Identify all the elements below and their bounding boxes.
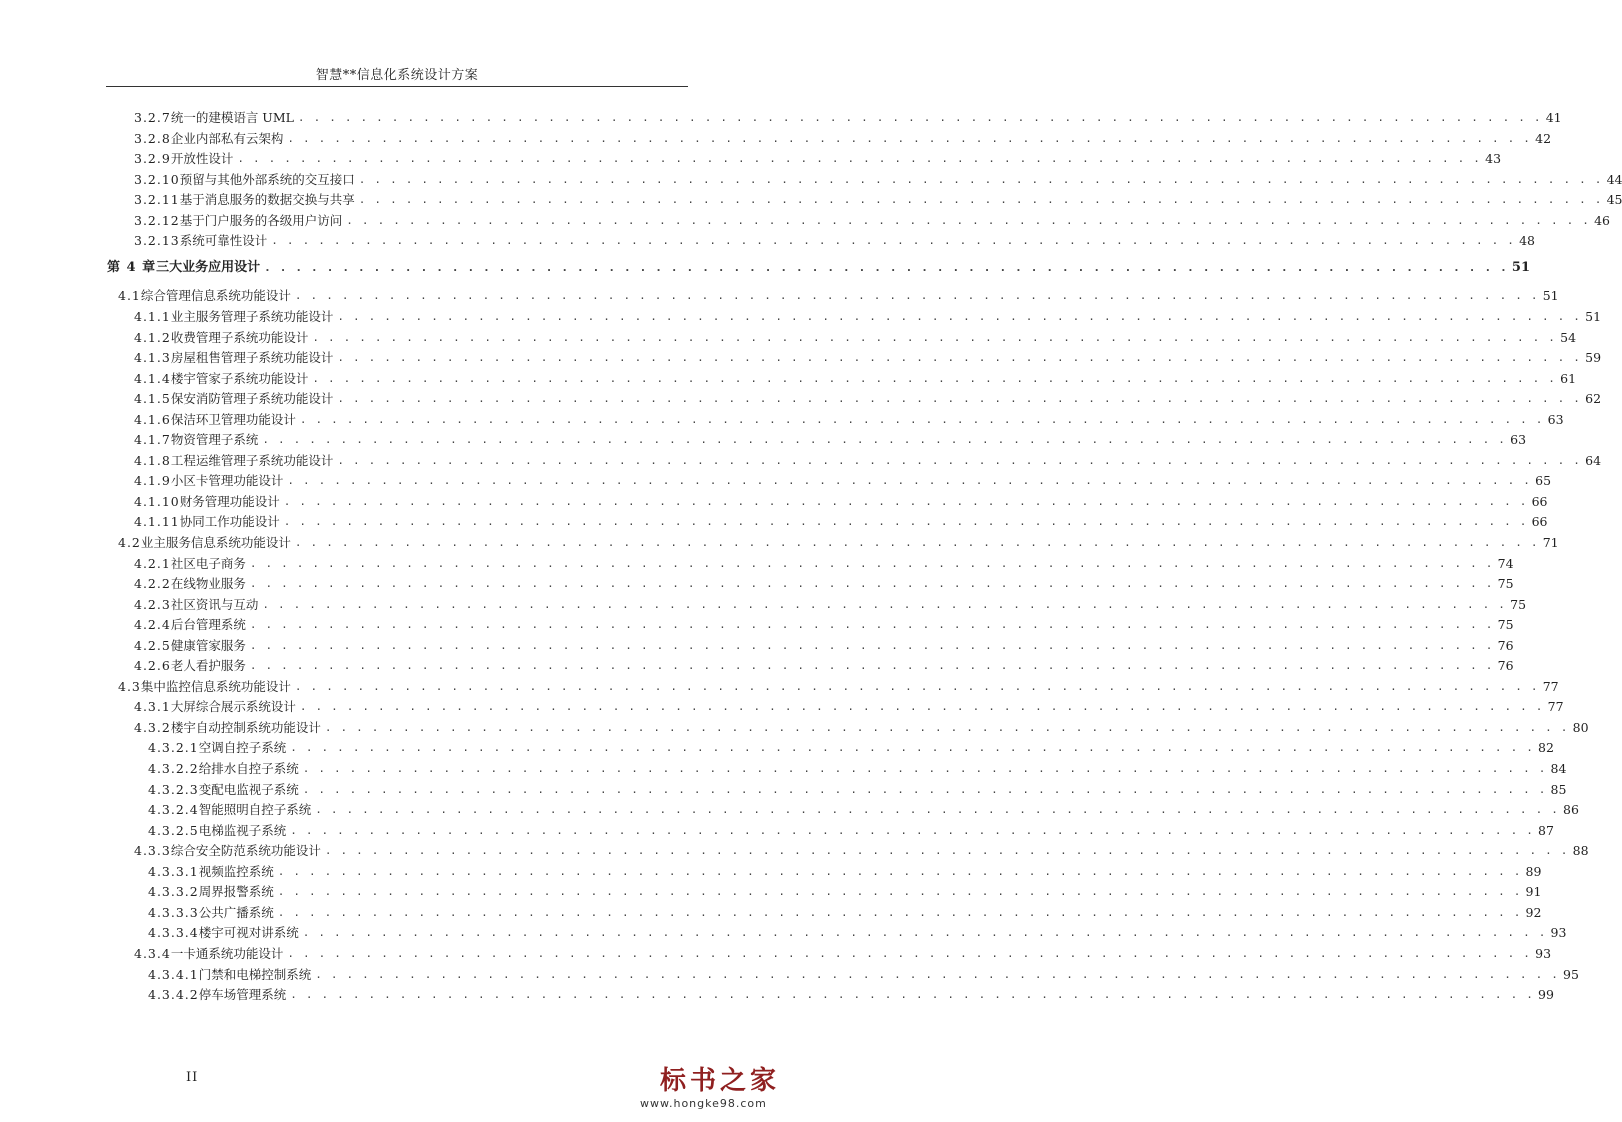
toc-leader-dots: . . . . . . . . . . . . . . . . . . . . . . . . . . . . . . . . . . . . . . . . . . . . . . . . . . . . . . . . . . . . . . . . . . . . . . . . . . . . . . . . <box>358 193 1603 206</box>
toc-entry[interactable] <box>134 211 1610 229</box>
toc-entry[interactable] <box>134 841 1589 859</box>
logo-url: www.hongke98.com <box>640 1097 767 1110</box>
toc-entry-number: 4.3.2.4 <box>148 802 199 817</box>
toc-entry-page: 89 <box>1525 864 1542 879</box>
toc-entry-page: 77 <box>1547 699 1564 714</box>
toc-entry[interactable] <box>134 451 1602 469</box>
toc-entry-title: 基于门户服务的各级用户访问 <box>179 213 343 228</box>
toc-entry-page: 51 <box>1542 288 1559 303</box>
toc-leader-dots: . . . . . . . . . . . . . . . . . . . . . . . . . . . . . . . . . . . . . . . . . . . . . . . . . . . . . . . . . . . . . . . . . . . . . . . . . . . . . . . . <box>249 577 1494 590</box>
toc-entry[interactable] <box>134 595 1527 613</box>
toc-entry-number: 4.3.4.1 <box>148 967 199 982</box>
toc-entry-page: 95 <box>1563 967 1579 982</box>
toc-entry-page: 63 <box>1547 412 1564 427</box>
toc-entry[interactable] <box>134 190 1622 208</box>
toc-entry-page: 86 <box>1563 802 1579 817</box>
toc-entry-number: 4.2.3 <box>134 597 171 612</box>
toc-entry-number: 4.2.4 <box>134 617 171 632</box>
toc-entry[interactable] <box>134 348 1602 366</box>
toc-leader-dots: . . . . . . . . . . . . . . . . . . . . . . . . . . . . . . . . . . . . . . . . . . . . . . . . . . . . . . . . . . . . . . . . . . . . . . . . . . . . . . . . <box>283 515 1528 528</box>
toc-entry[interactable] <box>134 129 1552 147</box>
toc-entry[interactable] <box>148 965 1579 983</box>
toc-leader-dots: . . . . . . . . . . . . . . . . . . . . . . . . . . . . . . . . . . . . . . . . . . . . . . . . . . . . . . . . . . . . . . . . . . . . . . . . . . . . . . . . <box>358 173 1603 186</box>
toc-entry[interactable] <box>134 492 1548 510</box>
toc-leader-dots: . . . . . . . . . . . . . . . . . . . . . . . . . . . . . . . . . . . . . . . . . . . . . . . . . . . . . . . . . . . . . . . . . . . . . . . . . . . . . . . . <box>287 474 1532 487</box>
toc-entry-number: 4.3.2.5 <box>148 823 199 838</box>
toc-entry[interactable] <box>134 170 1622 188</box>
toc-entry-title: 业主服务管理子系统功能设计 <box>170 309 334 324</box>
toc-entry-page: 43 <box>1485 151 1502 166</box>
toc-entry[interactable] <box>134 512 1548 530</box>
toc-entry-number: 4.3.2.2 <box>148 761 199 776</box>
toc-entry-number: 第 4 章 <box>107 260 157 275</box>
toc-entry-title: 社区资讯与互动 <box>170 597 259 612</box>
toc-entry-title: 健康管家服务 <box>170 638 246 653</box>
toc-entry-page: 87 <box>1538 823 1554 838</box>
toc-entry[interactable] <box>148 738 1554 756</box>
toc-entry-number: 4.1.4 <box>134 371 171 386</box>
toc-entry-page: 44 <box>1606 172 1622 187</box>
toc-entry-title: 预留与其他外部系统的交互接口 <box>179 172 355 187</box>
toc-entry-page: 85 <box>1550 782 1567 797</box>
toc-entry-title: 基于消息服务的数据交换与共享 <box>179 192 355 207</box>
toc-entry-page: 71 <box>1542 535 1559 550</box>
toc-entry-title: 统一的建模语言 UML <box>170 110 294 125</box>
toc-entry[interactable] <box>134 718 1589 736</box>
toc-entry[interactable] <box>134 410 1564 428</box>
toc-entry-number: 4.3.1 <box>134 699 171 714</box>
toc-entry-title: 公共广播系统 <box>198 905 274 920</box>
toc-leader-dots: . . . . . . . . . . . . . . . . . . . . . . . . . . . . . . . . . . . . . . . . . . . . . . . . . . . . . . . . . . . . . . . . . . . . . . . . . . . . . . . . <box>297 111 1542 124</box>
toc-entry[interactable] <box>148 882 1542 900</box>
toc-leader-dots: . . . . . . . . . . . . . . . . . . . . . . . . . . . . . . . . . . . . . . . . . . . . . . . . . . . . . . . . . . . . . . . . . . . . . . . . . . . . . . . . <box>249 557 1494 570</box>
toc-entry-page: 88 <box>1572 843 1589 858</box>
toc-entry-page: 75 <box>1497 576 1514 591</box>
toc-entry[interactable] <box>148 862 1542 880</box>
toc-entry-number: 3.2.8 <box>134 131 171 146</box>
toc-entry-number: 4.1.3 <box>134 350 171 365</box>
toc-leader-dots: . . . . . . . . . . . . . . . . . . . . . . . . . . . . . . . . . . . . . . . . . . . . . . . . . . . . . . . . . . . . . . . . . . . . . . . . . . . . . . . . <box>290 741 1535 754</box>
toc-entry-page: 82 <box>1538 740 1554 755</box>
toc-entry-title: 在线物业服务 <box>170 576 246 591</box>
toc-entry-title: 智能照明自控子系统 <box>198 802 312 817</box>
toc-entry-page: 64 <box>1585 453 1602 468</box>
toc-entry[interactable] <box>134 231 1535 249</box>
toc-entry-title: 视频监控系统 <box>198 864 274 879</box>
toc-entry[interactable] <box>134 389 1602 407</box>
toc-entry-number: 4.3.3 <box>134 843 171 858</box>
toc-entry-title: 业主服务信息系统功能设计 <box>140 535 291 550</box>
toc-entry-number: 4.1 <box>118 288 141 303</box>
toc-leader-dots: . . . . . . . . . . . . . . . . . . . . . . . . . . . . . . . . . . . . . . . . . . . . . . . . . . . . . . . . . . . . . . . . . . . . . . . . . . . . . . . . <box>283 495 1528 508</box>
toc-entry-page: 45 <box>1606 192 1622 207</box>
toc-entry-title: 财务管理功能设计 <box>179 494 280 509</box>
toc-entry-title: 停车场管理系统 <box>198 987 287 1002</box>
toc-entry[interactable] <box>148 800 1579 818</box>
toc-leader-dots: . . . . . . . . . . . . . . . . . . . . . . . . . . . . . . . . . . . . . . . . . . . . . . . . . . . . . . . . . . . . . . . . . . . . . . . . . . . . . . . . <box>337 310 1582 323</box>
header-rule <box>106 86 688 87</box>
watermark-logo <box>640 1060 780 1112</box>
page-header-title: 智慧**信息化系统设计方案 <box>315 68 479 83</box>
toc-entry[interactable] <box>134 944 1552 962</box>
toc-entry-title: 保洁环卫管理功能设计 <box>170 412 296 427</box>
toc-leader-dots: . . . . . . . . . . . . . . . . . . . . . . . . . . . . . . . . . . . . . . . . . . . . . . . . . . . . . . . . . . . . . . . . . . . . . . . . . . . . . . . . <box>249 618 1494 631</box>
logo-name: 标书之家 <box>660 1066 781 1096</box>
page-number: II <box>186 1070 199 1085</box>
toc-entry-number: 4.3.3.2 <box>148 884 199 899</box>
toc-entry-title: 社区电子商务 <box>170 556 246 571</box>
toc-entry-number: 4.3.2 <box>134 720 171 735</box>
toc-entry-title: 一卡通系统功能设计 <box>170 946 284 961</box>
toc-entry-title: 给排水自控子系统 <box>198 761 299 776</box>
toc-entry-number: 4.2.6 <box>134 658 171 673</box>
toc-entry-page: 93 <box>1550 925 1567 940</box>
toc-leader-dots: . . . . . . . . . . . . . . . . . . . . . . . . . . . . . . . . . . . . . . . . . . . . . . . . . . . . . . . . . . . . . . . . . . . . . . . . . . . . . . . . <box>302 926 1547 939</box>
toc-leader-dots: . . . . . . . . . . . . . . . . . . . . . . . . . . . . . . . . . . . . . . . . . . . . . . . . . . . . . . . . . . . . . . . . . . . . . . . . . . . . . . . . <box>287 132 1532 145</box>
toc-entry-number: 4.2.1 <box>134 556 171 571</box>
toc-entry-number: 3.2.10 <box>134 172 180 187</box>
toc-entry-page: 46 <box>1594 213 1610 228</box>
toc-leader-dots: . . . . . . . . . . . . . . . . . . . . . . . . . . . . . . . . . . . . . . . . . . . . . . . . . . . . . . . . . . . . . . . . . . . . . . . . . . . . . . . . <box>337 392 1582 405</box>
toc-entry[interactable] <box>148 903 1542 921</box>
toc-entry-number: 4.1.2 <box>134 330 171 345</box>
toc-entry[interactable] <box>118 533 1559 551</box>
toc-entry-number: 4.3.4.2 <box>148 987 199 1002</box>
toc-entry-number: 4.1.1 <box>134 309 171 324</box>
toc-entry-number: 4.2.5 <box>134 638 171 653</box>
toc-leader-dots: . . . . . . . . . . . . . . . . . . . . . . . . . . . . . . . . . . . . . . . . . . . . . . . . . . . . . . . . . . . . . . . . . . . . . . . . . . . . . . . . <box>337 454 1582 467</box>
toc-entry-page: 41 <box>1545 110 1562 125</box>
toc-entry-number: 4.3.2.3 <box>148 782 199 797</box>
toc-entry-page: 91 <box>1525 884 1542 899</box>
toc-leader-dots: . . . . . . . . . . . . . . . . . . . . . . . . . . . . . . . . . . . . . . . . . . . . . . . . . . . . . . . . . . . . . . . . . . . . . . . . . . . . . . . . <box>346 214 1591 227</box>
toc-entry-number: 4.3 <box>118 679 141 694</box>
toc-entry-number: 3.2.11 <box>134 192 180 207</box>
toc-entry[interactable] <box>134 328 1577 346</box>
toc-entry-title: 门禁和电梯控制系统 <box>198 967 312 982</box>
toc-entry-page: 61 <box>1560 371 1577 386</box>
toc-leader-dots: . . . . . . . . . . . . . . . . . . . . . . . . . . . . . . . . . . . . . . . . . . . . . . . . . . . . . . . . . . . . . . . . . . . . . . . . . . . . . . . . <box>324 844 1569 857</box>
toc-entry[interactable] <box>118 286 1559 304</box>
toc-entry-page: 93 <box>1535 946 1552 961</box>
toc-entry-title: 综合管理信息系统功能设计 <box>140 288 291 303</box>
toc-entry-title: 后台管理系统 <box>170 617 246 632</box>
toc-leader-dots: . . . . . . . . . . . . . . . . . . . . . . . . . . . . . . . . . . . . . . . . . . . . . . . . . . . . . . . . . . . . . . . . . . . . . . . . . . . . . . . . <box>277 885 1522 898</box>
toc-entry-title: 物资管理子系统 <box>170 432 259 447</box>
toc-entry-title: 变配电监视子系统 <box>198 782 299 797</box>
toc-entry-title: 保安消防管理子系统功能设计 <box>170 391 334 406</box>
toc-leader-dots: . . . . . . . . . . . . . . . . . . . . . . . . . . . . . . . . . . . . . . . . . . . . . . . . . . . . . . . . . . . . . . . . . . . . . . . . . . . . . . . . <box>294 289 1539 302</box>
toc-leader-dots: . . . . . . . . . . . . . . . . . . . . . . . . . . . . . . . . . . . . . . . . . . . . . . . . . . . . . . . . . . . . . . . . . . . . . . . . . . . . . . . . <box>302 783 1547 796</box>
toc-entry[interactable] <box>148 821 1554 839</box>
toc-entry-page: 76 <box>1497 658 1514 673</box>
toc-entry-number: 4.1.8 <box>134 453 171 468</box>
toc-entry[interactable] <box>118 677 1559 695</box>
toc-entry-page: 77 <box>1542 679 1559 694</box>
toc-entry-number: 4.3.3.3 <box>148 905 199 920</box>
toc-entry-number: 3.2.12 <box>134 213 180 228</box>
toc-entry-number: 4.3.3.1 <box>148 864 199 879</box>
toc-entry-title: 三大业务应用设计 <box>156 260 261 275</box>
toc-leader-dots: . . . . . . . . . . . . . . . . . . . . . . . . . . . . . . . . . . . . . . . . . . . . . . . . . . . . . . . . . . . . . . . . . . . . . . . . . . . . . . . . <box>337 351 1582 364</box>
toc-leader-dots: . . . . . . . . . . . . . . . . . . . . . . . . . . . . . . . . . . . . . . . . . . . . . . . . . . . . . . . . . . . . . . . . . . . . . . . . . . . . . . . . <box>294 680 1539 693</box>
toc-entry-number: 4.1.11 <box>134 514 180 529</box>
toc-entry-title: 协同工作功能设计 <box>179 514 280 529</box>
toc-entry-number: 4.1.10 <box>134 494 180 509</box>
toc-entry-page: 66 <box>1531 494 1548 509</box>
toc-leader-dots: . . . . . . . . . . . . . . . . . . . . . . . . . . . . . . . . . . . . . . . . . . . . . . . . . . . . . . . . . . . . . . . . . . . . . . . . . . . . . . . . <box>294 536 1539 549</box>
toc-entry-page: 75 <box>1510 597 1527 612</box>
toc-entry[interactable] <box>148 780 1567 798</box>
toc-entry[interactable] <box>134 108 1562 126</box>
toc-entry-title: 收费管理子系统功能设计 <box>170 330 309 345</box>
toc-leader-dots: . . . . . . . . . . . . . . . . . . . . . . . . . . . . . . . . . . . . . . . . . . . . . . . . . . . . . . . . . . . . . . . . . . . . . . . . . . . . . . . . <box>287 947 1532 960</box>
toc-leader-dots: . . . . . . . . . . . . . . . . . . . . . . . . . . . . . . . . . . . . . . . . . . . . . . . . . . . . . . . . . . . . . . . . . . . . . . . . . . . . . . . . <box>262 598 1507 611</box>
toc-entry[interactable] <box>134 574 1514 592</box>
toc-entry-number: 4.1.5 <box>134 391 171 406</box>
toc-leader-dots: . . . . . . . . . . . . . . . . . . . . . . . . . . . . . . . . . . . . . . . . . . . . . . . . . . . . . . . . . . . . . . . . . . . . . . . . . . . . . . . . <box>249 639 1494 652</box>
toc-leader-dots: . . . . . . . . . . . . . . . . . . . . . . . . . . . . . . . . . . . . . . . . . . . . . . . . . . . . . . . . . . . . . . . . . . . . . . . . . . . . . . . . <box>264 261 1508 274</box>
toc-entry-title: 空调自控子系统 <box>198 740 287 755</box>
toc-entry[interactable] <box>134 615 1514 633</box>
toc-entry-page: 51 <box>1511 260 1531 275</box>
toc-entry-page: 84 <box>1550 761 1567 776</box>
toc-entry[interactable] <box>148 985 1554 1003</box>
toc-entry-page: 75 <box>1497 617 1514 632</box>
toc-entry-number: 4.2.2 <box>134 576 171 591</box>
toc-leader-dots: . . . . . . . . . . . . . . . . . . . . . . . . . . . . . . . . . . . . . . . . . . . . . . . . . . . . . . . . . . . . . . . . . . . . . . . . . . . . . . . . <box>290 824 1535 837</box>
toc-entry-number: 4.3.3.4 <box>148 925 199 940</box>
toc-entry-title: 电梯监视子系统 <box>198 823 287 838</box>
toc-entry-page: 74 <box>1497 556 1514 571</box>
toc-entry-title: 系统可靠性设计 <box>179 233 268 248</box>
toc-entry[interactable] <box>107 258 1531 276</box>
toc-entry-title: 工程运维管理子系统功能设计 <box>170 453 334 468</box>
toc-entry[interactable] <box>134 149 1502 167</box>
toc-leader-dots: . . . . . . . . . . . . . . . . . . . . . . . . . . . . . . . . . . . . . . . . . . . . . . . . . . . . . . . . . . . . . . . . . . . . . . . . . . . . . . . . <box>324 721 1569 734</box>
toc-entry-title: 房屋租售管理子系统功能设计 <box>170 350 334 365</box>
toc-entry-page: 62 <box>1585 391 1602 406</box>
toc-leader-dots: . . . . . . . . . . . . . . . . . . . . . . . . . . . . . . . . . . . . . . . . . . . . . . . . . . . . . . . . . . . . . . . . . . . . . . . . . . . . . . . . <box>237 152 1482 165</box>
toc-entry[interactable] <box>134 307 1602 325</box>
toc-entry-number: 4.1.9 <box>134 473 171 488</box>
toc-leader-dots: . . . . . . . . . . . . . . . . . . . . . . . . . . . . . . . . . . . . . . . . . . . . . . . . . . . . . . . . . . . . . . . . . . . . . . . . . . . . . . . . <box>271 234 1516 247</box>
toc-entry-title: 老人看护服务 <box>170 658 246 673</box>
toc-leader-dots: . . . . . . . . . . . . . . . . . . . . . . . . . . . . . . . . . . . . . . . . . . . . . . . . . . . . . . . . . . . . . . . . . . . . . . . . . . . . . . . . <box>302 762 1547 775</box>
toc-entry[interactable] <box>134 430 1527 448</box>
toc-leader-dots: . . . . . . . . . . . . . . . . . . . . . . . . . . . . . . . . . . . . . . . . . . . . . . . . . . . . . . . . . . . . . . . . . . . . . . . . . . . . . . . . <box>315 803 1560 816</box>
toc-entry-number: 3.2.13 <box>134 233 180 248</box>
toc-leader-dots: . . . . . . . . . . . . . . . . . . . . . . . . . . . . . . . . . . . . . . . . . . . . . . . . . . . . . . . . . . . . . . . . . . . . . . . . . . . . . . . . <box>262 433 1507 446</box>
toc-entry-title: 企业内部私有云架构 <box>170 131 284 146</box>
toc-entry-title: 开放性设计 <box>170 151 234 166</box>
toc-entry-page: 51 <box>1585 309 1602 324</box>
toc-entry-title: 集中监控信息系统功能设计 <box>140 679 291 694</box>
toc-entry-title: 楼宇自动控制系统功能设计 <box>170 720 321 735</box>
toc-entry-number: 4.1.6 <box>134 412 171 427</box>
toc-entry-title: 楼宇管家子系统功能设计 <box>170 371 309 386</box>
toc-leader-dots: . . . . . . . . . . . . . . . . . . . . . . . . . . . . . . . . . . . . . . . . . . . . . . . . . . . . . . . . . . . . . . . . . . . . . . . . . . . . . . . . <box>299 413 1544 426</box>
toc-leader-dots: . . . . . . . . . . . . . . . . . . . . . . . . . . . . . . . . . . . . . . . . . . . . . . . . . . . . . . . . . . . . . . . . . . . . . . . . . . . . . . . . <box>312 331 1557 344</box>
toc-entry-number: 4.3.2.1 <box>148 740 199 755</box>
toc-entry-page: 76 <box>1497 638 1514 653</box>
toc-entry-page: 59 <box>1585 350 1602 365</box>
toc-entry-number: 3.2.7 <box>134 110 171 125</box>
toc-entry-page: 48 <box>1519 233 1535 248</box>
toc-entry-page: 99 <box>1538 987 1554 1002</box>
toc-leader-dots: . . . . . . . . . . . . . . . . . . . . . . . . . . . . . . . . . . . . . . . . . . . . . . . . . . . . . . . . . . . . . . . . . . . . . . . . . . . . . . . . <box>312 372 1557 385</box>
toc-entry-page: 65 <box>1535 473 1552 488</box>
toc-entry-page: 42 <box>1535 131 1552 146</box>
toc-leader-dots: . . . . . . . . . . . . . . . . . . . . . . . . . . . . . . . . . . . . . . . . . . . . . . . . . . . . . . . . . . . . . . . . . . . . . . . . . . . . . . . . <box>290 988 1535 1001</box>
toc-entry-number: 4.3.4 <box>134 946 171 961</box>
toc-entry[interactable] <box>148 759 1567 777</box>
toc-entry[interactable] <box>134 554 1514 572</box>
toc-entry[interactable] <box>134 636 1514 654</box>
toc-entry-page: 92 <box>1525 905 1542 920</box>
toc-entry-title: 小区卡管理功能设计 <box>170 473 284 488</box>
toc-entry-page: 63 <box>1510 432 1527 447</box>
toc-entry-title: 综合安全防范系统功能设计 <box>170 843 321 858</box>
toc-entry[interactable] <box>134 697 1564 715</box>
toc-leader-dots: . . . . . . . . . . . . . . . . . . . . . . . . . . . . . . . . . . . . . . . . . . . . . . . . . . . . . . . . . . . . . . . . . . . . . . . . . . . . . . . . <box>249 659 1494 672</box>
toc-entry-title: 大屏综合展示系统设计 <box>170 699 296 714</box>
toc-leader-dots: . . . . . . . . . . . . . . . . . . . . . . . . . . . . . . . . . . . . . . . . . . . . . . . . . . . . . . . . . . . . . . . . . . . . . . . . . . . . . . . . <box>299 700 1544 713</box>
toc-entry-page: 54 <box>1560 330 1577 345</box>
toc-entry[interactable] <box>148 923 1567 941</box>
toc-entry[interactable] <box>134 656 1514 674</box>
toc-leader-dots: . . . . . . . . . . . . . . . . . . . . . . . . . . . . . . . . . . . . . . . . . . . . . . . . . . . . . . . . . . . . . . . . . . . . . . . . . . . . . . . . <box>315 968 1560 981</box>
toc-entry[interactable] <box>134 471 1552 489</box>
toc-leader-dots: . . . . . . . . . . . . . . . . . . . . . . . . . . . . . . . . . . . . . . . . . . . . . . . . . . . . . . . . . . . . . . . . . . . . . . . . . . . . . . . . <box>277 906 1522 919</box>
toc-entry-title: 楼宇可视对讲系统 <box>198 925 299 940</box>
toc-entry-page: 80 <box>1572 720 1589 735</box>
toc-entry-number: 4.1.7 <box>134 432 171 447</box>
toc-leader-dots: . . . . . . . . . . . . . . . . . . . . . . . . . . . . . . . . . . . . . . . . . . . . . . . . . . . . . . . . . . . . . . . . . . . . . . . . . . . . . . . . <box>277 865 1522 878</box>
toc-entry-number: 4.2 <box>118 535 141 550</box>
toc-entry-page: 66 <box>1531 514 1548 529</box>
toc-entry[interactable] <box>134 369 1577 387</box>
toc-entry-title: 周界报警系统 <box>198 884 274 899</box>
toc-entry-number: 3.2.9 <box>134 151 171 166</box>
